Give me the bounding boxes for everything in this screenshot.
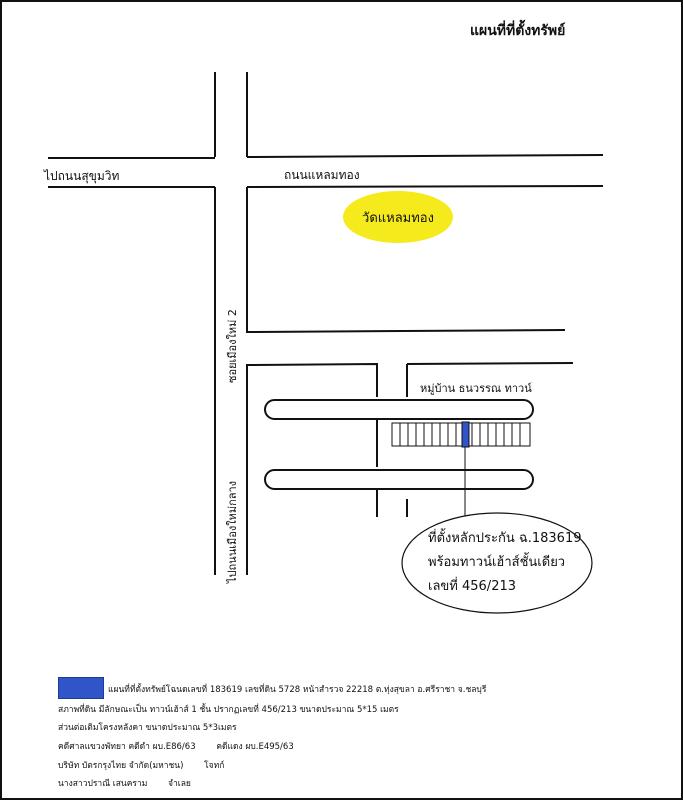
defendant-role: จำเลย [168, 779, 191, 789]
callout-line-3: เลขที่ 456/213 [428, 579, 517, 594]
plaintiff-name: บริษัท บัตรกรุงไทย จำกัด(มหาชน) [58, 761, 184, 771]
callout-line-1: ที่ตั้งหลักประกัน ฉ.183619 [428, 531, 582, 546]
village-road-lower [265, 470, 533, 489]
legend-color-swatch [58, 677, 104, 699]
footer-defendant [58, 776, 209, 790]
road-edge [247, 186, 603, 187]
defendant-name: นางสาวปราณี เสนคราม [58, 779, 148, 789]
label-to-muang-mai-klang: ไปถนนเมืองใหม่กลาง [226, 480, 239, 583]
label-to-sukhumvit: ไปถนนสุขุมวิท [44, 169, 120, 183]
temple-landmark-label: วัดแหลมทอง [362, 211, 434, 226]
road-edge [247, 155, 603, 157]
collateral-unit-marker [462, 422, 469, 447]
callout-line-2: พร้อมทาวน์เฮ้าส์ชั้นเดียว [428, 555, 566, 570]
footer-case-numbers [58, 739, 312, 753]
label-laem-thong-road: ถนนแหลมทอง [284, 168, 360, 182]
townhouse-row [392, 423, 530, 446]
label-village: หมู่บ้าน ธนวรรณ ทาวน์ [420, 382, 532, 395]
footer-plaintiff [58, 758, 242, 772]
footer-extension: ส่วนต่อเติมโครงหลังคา ขนาดประมาณ 5*3เมตร [58, 723, 237, 733]
label-soi-muang-mai-2: ซอยเมืองใหม่ 2 [226, 309, 239, 383]
map-title: แผนที่ที่ตั้งทรัพย์ [470, 23, 566, 39]
plaintiff-role: โจทก์ [204, 761, 225, 771]
village-road-upper [265, 400, 533, 419]
footer-land-condition: สภาพที่ดิน มีลักษณะเป็น ทาวน์เฮ้าส์ 1 ชั้น ปรากฏเลขที่ 456/213 ขนาดประมาณ 5*15 เมตร [58, 705, 399, 715]
case-red-number: คดีแดง ผบ.E495/63 [216, 742, 294, 752]
road-edge [407, 363, 573, 364]
footer-legend-text: แผนที่ที่ตั้งทรัพย์โฉนดเลขที่ 183619 เลขที่ดิน 5728 หน้าสำรวจ 22218 ต.ทุ่งสุขลา อ.ศรีราชา จ.ชลบุรี [108, 685, 487, 695]
case-black-number: คดีศาลแขวงพัทยา คดีดำ ผบ.E86/63 [58, 742, 196, 752]
